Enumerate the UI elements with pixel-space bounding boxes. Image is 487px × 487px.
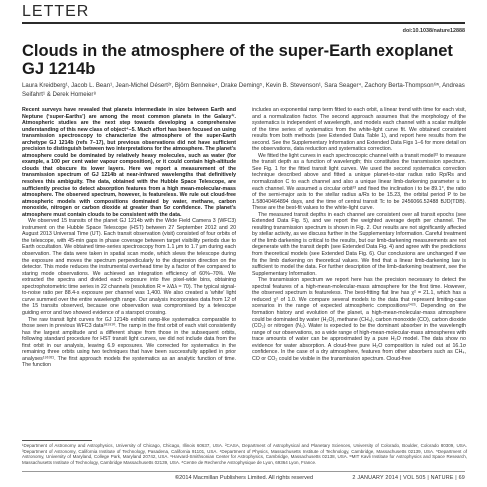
article-title: Clouds in the atmosphere of the super-Earth exoplanet GJ 1214b bbox=[22, 42, 453, 78]
header-rule bbox=[22, 22, 465, 24]
copyright-notice bbox=[175, 475, 313, 481]
body-paragraph: The measured transit depths in each channel are consistent over all transit epochs (see Extended Data Fig. 5), and we report the weighted average depth per channel. The resulting transmission spectrum is shown in Fig. 2. Our results are not significantly affected by stellar activity, as we discuss further in the Supplementary Information. Careful treatment of the limb darkening is critical to the results, but our limb-darkening measurements are not degenerate with the transit depth (see Extended Data Fig. 4) and agree with the predictions from theoretical models (see Extended Data Fig. 6). Our conclusions are unchanged if we fix the limb darkening on theoretical values. We find that a linear limb-darkening law is sufficient to model the data. For further description of the limb-darkening treatment, see the Supplementary Information. bbox=[252, 211, 466, 277]
journal-issue-info: 2 JANUARY 2014 | VOL 505 | NATURE | 69 bbox=[352, 475, 465, 481]
body-paragraph: The transmission spectrum we report here has the precision necessary to detect the spectral features of a high-mean-molecular-mass atmosphere for the first time. However, the observed spectrum is featureless. The best-fitting flat line has χ² = 21.1, which has a reduced χ² of 1.0. We compare several models to the data that represent limiting-case scenarios in the range of expected atmospheric compositions²⁴²⁵. Depending on the formation history and evolution of the planet, a high-mean-molecular-mass atmosphere could be dominated by water (H₂O), methane (CH₄), carbon monoxide (CO), carbon dioxide (CO₂) or nitrogen (N₂). Water is expected to be the dominant absorber in the wavelength range of our observations, so a wide range of high-mean-molecular-mass atmospheres with trace amounts of water can be approximated by a pure H₂O model. The data show no evidence for water absorption. A cloud-free pure H₂O composition is ruled out at 16.1σ confidence. In the case of a dry atmosphere, features from other absorbers such as CH₄, CO or CO₂ could be visible in the transmission spectrum. Cloud-free bbox=[252, 277, 466, 362]
body-paragraph: The raw transit light curves for GJ 1214b exhibit ramp-like systematics comparable to those seen in previous WFC3 data¹⁸¹⁹¹⁰. The ramp in the first orbit of each visit consistently has the largest amplitude and a different shape from those in the subsequent orbits, following standard procedure for HST transit light curves, we did not include data from the first orbit in our analysis, leaving 6.9 exposures. We corrected for systematics in the remaining three orbits using two techniques that have been successfully applied in prior analyses¹⁹¹⁰²¹. The first approach models the systematics as an analytic function of time. The function bbox=[22, 316, 236, 369]
copyright-symbol: © bbox=[175, 475, 180, 481]
doi-link[interactable]: doi:10.1038/nature12888 bbox=[402, 28, 465, 34]
footnote-rule bbox=[22, 440, 92, 441]
author-affiliations: ¹Department of Astronomy and Astrophysics, University of Chicago, Chicago, Illinois 60637, USA. ²CASA, Department of Astrophysical and Planetary Sciences, University of Colorado, Boulder, Colorado 80309, USA. ³Department of Astronomy, California Institute of Technology, Pasadena, California 91101, USA. ⁴Department of Physics, Massachusetts Institute of Technology, Cambridge, Massachusetts 02139, USA. ⁵Department of Astronomy, University of Maryland, College Park, Maryland 20742, USA. ⁶Harvard-Smithsonian Center for Astrophysics, Cambridge, Massachusetts 02138, USA. ʷMIT Kavli Institute for Astrophysics and Space Research, Massachusetts Institute of Technology, Cambridge Massachusetts 02139, USA. ⁸Centre de Recherche Astrophysique de Lyon, 69364 Lyon, France. bbox=[22, 443, 467, 465]
section-label: LETTER bbox=[22, 3, 90, 20]
footer-rule bbox=[22, 471, 465, 472]
body-paragraph: includes an exponential ramp term fitted to each orbit, a linear trend with time for each visit, and a normalization factor. The second approach assumes that the morphology of the systematics is independent of wavelength, and models each channel with a scalar multiple of the time series of systematics from the white-light curve fit. We obtained consistent results from both methods (see Extended Data Table 1), and report here results from the second. See the Supplementary Information and Extended Data Figs 1–6 for more detail on the observations, data reduction and systematics correction. bbox=[252, 107, 466, 153]
abstract-paragraph: Recent surveys have revealed that planets intermediate in size between Earth and Neptune (‘super-Earths’) are among the most common planets in the Galaxy¹ʳ. Atmospheric studies are the next step towards developing a comprehensive understanding of this new class of object⁴–5. Much effort has been focused on using transmission spectroscopy to characterize the atmosphere of the super-Earth archetype GJ 1214b (refs 7–17), but previous observations did not have sufficient precision to distinguish between two interpretations for the atmosphere. The planet’s atmosphere could be dominated by relatively heavy molecules, such as water (for example, a 100 per cent water vapour composition), or it could contain high-altitude clouds that obscure its lower layers. Here we report a measurement of the transmission spectrum of GJ 1214b at near-infrared wavelengths that definitively resolves this ambiguity. The data, obtained with the Hubble Space Telescope, are sufficiently precise to detect absorption features from a high mean-molecular-mass atmosphere. The observed spectrum, however, is featureless. We rule out cloud-free atmospheric models with compositions dominated by water, methane, carbon monoxide, nitrogen or carbon dioxide at greater than 5σ confidence. The planet’s atmosphere must contain clouds to be consistent with the data. bbox=[22, 107, 236, 218]
body-paragraph: We observed 15 transits of the planet GJ 1214b with the Wide Field Camera 3 (WFC3) instrument on the Hubble Space Telescope (HST) between 27 September 2012 and 20 August 2013 Universal Time (UT). Each transit observation (visit) consisted of four orbits of the telescope, with 45-min gaps in phase coverage between target visibility periods due to Earth occultation. We obtained time-series spectroscopy from 1.1 μm to 1.7 μm during each observation. The data were taken in spatial scan mode, which slews the telescope during the exposure and moves the spectrum perpendicularly to the dispersion direction on the detector. This mode reduces the instrumental overhead time by a factor of five compared to staring mode observations. We achieved an integration efficiency of 60%–70%. We extracted the spectra and divided each exposure into five pixel-wide bins, obtaining spectrophotometric time series in 22 channels (resolution R = λ/Δλ ≈ 70). The typical signal-to-noise ratio per 88.4-s exposure per channel was 1,400. We also created a ‘white’ light curve summed over the entire wavelength range. Our analysis incorporates data from 12 of the 15 transits observed, because one observation was compromised by a telescope guiding error and two showed evidence of a starspot crossing. bbox=[22, 218, 236, 316]
section-header bbox=[22, 3, 465, 23]
author-list: Laura Kreidberg¹, Jacob L. Bean¹, Jean-Michel Désert²ʳ, Björn Benneke⁴, Drake Deming⁵, Kevin B. Stevenson¹, Sara Seager⁴, Zachory Berta-Thompson⁶ʷ, Andreas Seifahrt¹ & Derek Homeier⁸ bbox=[22, 82, 465, 98]
body-column-left bbox=[22, 107, 236, 369]
copyright-text: 2014 Macmillan Publishers Limited. All rights reserved bbox=[179, 475, 314, 481]
body-column-right bbox=[252, 107, 466, 362]
body-paragraph: We fitted the light curves in each spectroscopic channel with a transit model²² to measure the transit depth as a function of wavelength; this constitutes the transmission spectrum. See Fig. 1 for the fitted transit light curves. We used the second systematics correction technique described above and fitted a unique planet-to-star radius ratio Rp/Rs and normalization C to each channel and also a unique linear limb-darkening parameter u to each channel. We assumed a circular orbit²³ and fixed the inclination i to be 89.1°, the ratio of the semi-major axis to the stellar radius a/Rs to be 15.23, the orbital period P to be 1.58040464894 days, and the time of central transit Tc to be 2456066.52488 BJD(TDB). These are the best-fit values to the white-light curve. bbox=[252, 152, 466, 212]
